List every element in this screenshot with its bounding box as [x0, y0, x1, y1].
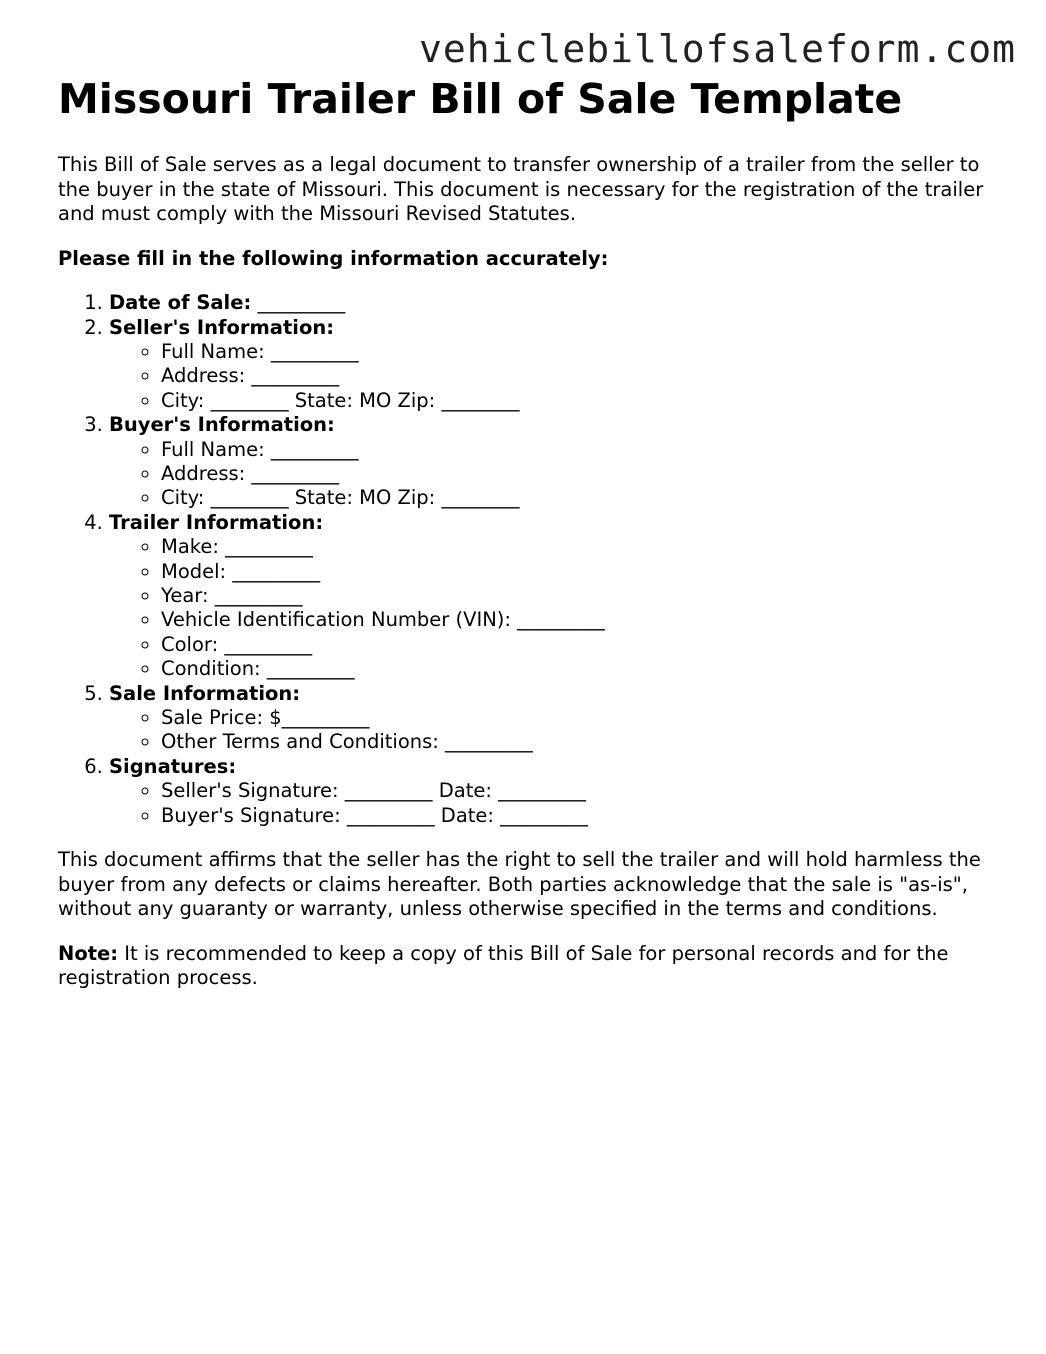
note-paragraph: [58, 942, 988, 991]
section-date-of-sale: [109, 291, 988, 315]
seller-address-field: ◦ Address: _________: [161, 364, 988, 388]
buyer-city-state-zip-field: ◦ City: ________ State: MO Zip: ________: [161, 486, 988, 510]
seller-signature-field: ◦ Seller's Signature: _________ Date: _________: [161, 779, 988, 803]
site-watermark: vehiclebillofsaleform.com: [419, 27, 1016, 71]
section-title: Signatures:: [109, 754, 237, 778]
seller-full-name-field: ◦ Full Name: _________: [161, 340, 988, 364]
buyer-fields-list: [109, 438, 988, 511]
note-text: It is recommended to keep a copy of this Bill of Sale for personal records and for the registration process.: [58, 941, 949, 990]
trailer-color-field: ◦ Color: _________: [161, 633, 988, 657]
intro-paragraph: This Bill of Sale serves as a legal document to transfer ownership of a trailer from the seller to the buyer in the state of Missouri. This document is necessary for the registration of the trailer and must comply with the Missouri Revised Statutes.: [58, 153, 984, 226]
buyer-address-field: ◦ Address: _________: [161, 462, 988, 486]
trailer-condition-field: ◦ Condition: _________: [161, 657, 988, 681]
seller-city-state-zip-field: ◦ City: ________ State: MO Zip: ________: [161, 389, 988, 413]
note-label: Note:: [58, 941, 119, 965]
sale-price-field: ◦ Sale Price: $_________: [161, 706, 988, 730]
seller-fields-list: [109, 340, 988, 413]
fill-in-prompt: Please fill in the following information accurately:: [58, 246, 609, 270]
section-signatures: [109, 755, 988, 828]
other-terms-field: ◦ Other Terms and Conditions: _________: [161, 730, 988, 754]
trailer-year-field: ◦ Year: _________: [161, 584, 988, 608]
trailer-fields-list: [109, 535, 988, 681]
date-of-sale-blank: _________: [257, 291, 346, 315]
trailer-vin-field: ◦ Vehicle Identification Number (VIN): _________: [161, 608, 988, 632]
signature-fields-list: [109, 779, 988, 828]
affirmation-paragraph: This document affirms that the seller has the right to sell the trailer and will hold harmless the buyer from any defects or claims hereafter. Both parties acknowledge that the sale is "as-is", without any guaranty or warranty, unless otherwise specified in the terms and conditions.: [58, 848, 981, 921]
form-sections-list: [58, 291, 988, 828]
buyer-full-name-field: ◦ Full Name: _________: [161, 438, 988, 462]
sale-fields-list: [109, 706, 988, 755]
section-title: Date of Sale:: [109, 291, 252, 315]
section-buyer-information: [109, 413, 988, 511]
trailer-make-field: ◦ Make: _________: [161, 535, 988, 559]
section-title: Sale Information:: [109, 681, 301, 705]
trailer-model-field: ◦ Model: _________: [161, 560, 988, 584]
section-title: Seller's Information:: [109, 315, 335, 339]
document-page: [58, 76, 988, 1011]
buyer-signature-field: ◦ Buyer's Signature: _________ Date: _________: [161, 804, 988, 828]
section-title: Buyer's Information:: [109, 413, 335, 437]
page-title: Missouri Trailer Bill of Sale Template: [58, 75, 903, 123]
section-sale-information: [109, 682, 988, 755]
section-title: Trailer Information:: [109, 510, 324, 534]
section-trailer-information: [109, 511, 988, 682]
section-seller-information: [109, 316, 988, 414]
